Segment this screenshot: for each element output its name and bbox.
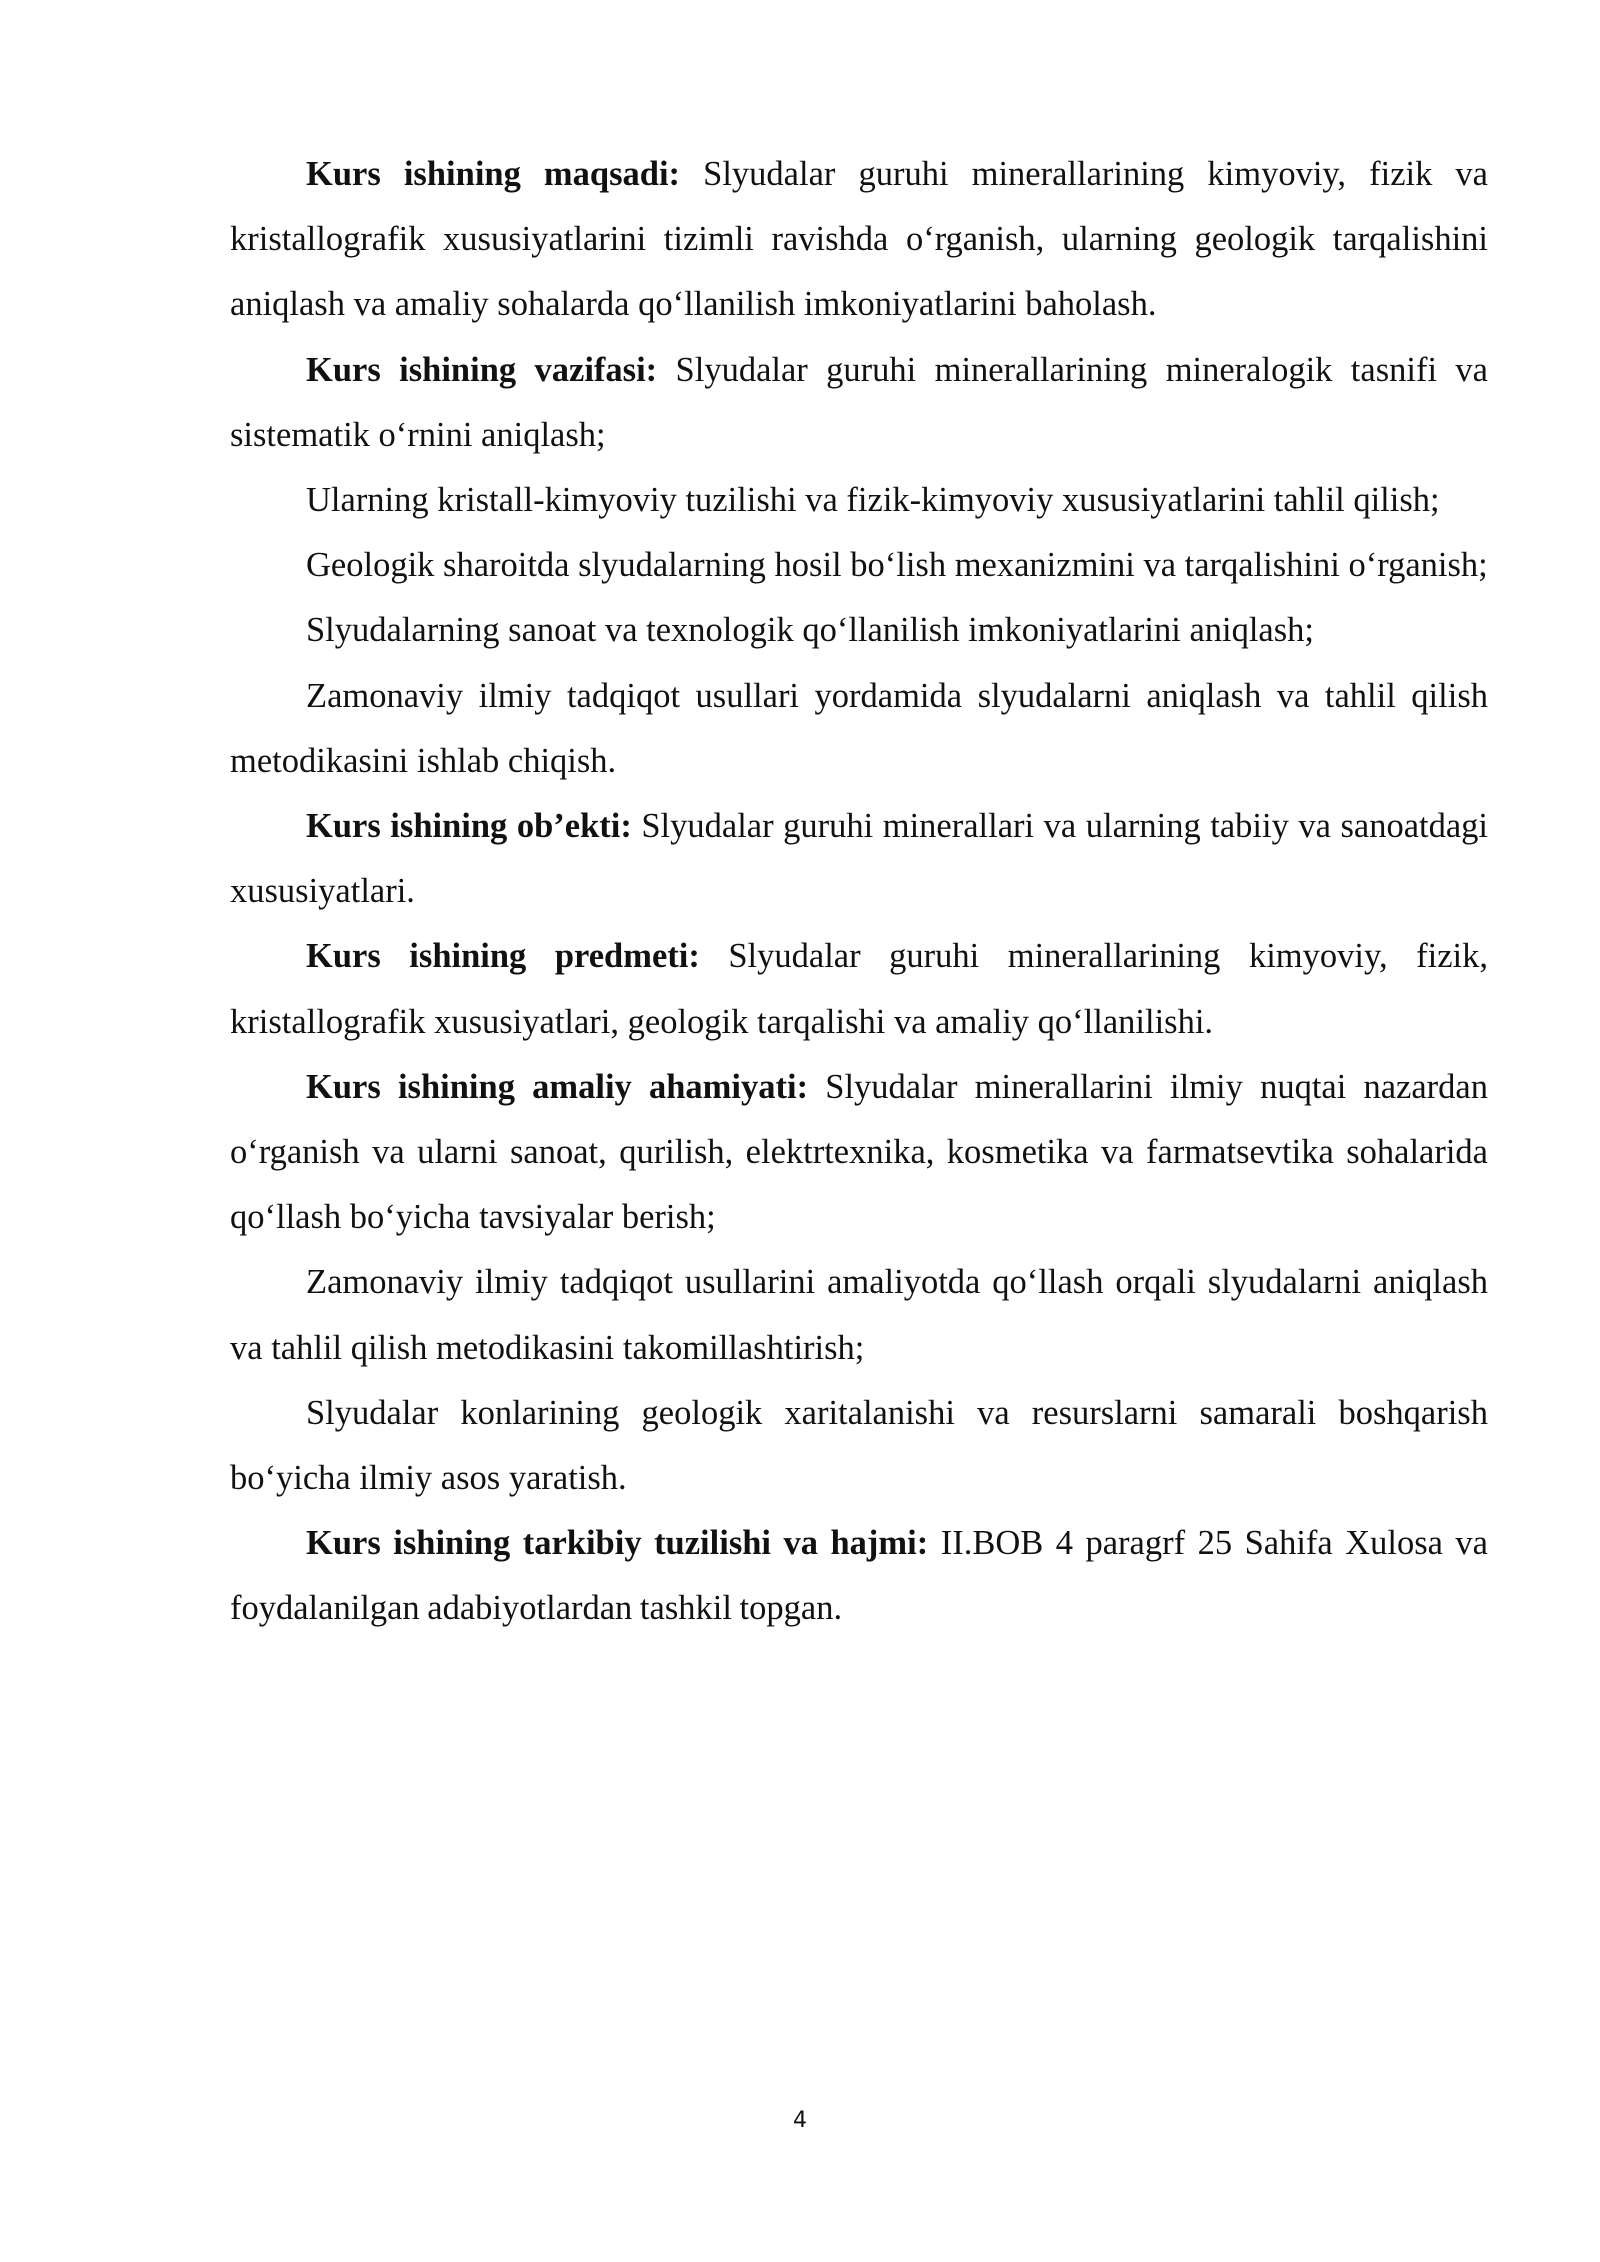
paragraph-label: Kurs ishining maqsadi: xyxy=(306,155,681,193)
paragraph-label: Kurs ishining vazifasi: xyxy=(306,350,658,389)
paragraph-task-item xyxy=(230,533,1488,598)
paragraph-text: Slyudalar guruhi minerallarining kimyoviy, fizik, kristallografik xususiyatlari, geologik tarqalishi va amaliy qo‘llanilishi. xyxy=(230,937,1488,1041)
paragraph-practical-significance xyxy=(230,1055,1488,1251)
paragraph-label: Kurs ishining tarkibiy tuzilishi va hajmi: xyxy=(306,1524,929,1563)
paragraph-text: Slyudalar guruhi minerallari va ularning tabiiy va sanoatdagi xususiyatlari. xyxy=(230,807,1488,911)
paragraph-text: Slyudalar guruhi minerallarining mineralogik tasnifi va sistematik o‘rnini aniqlash; xyxy=(230,350,1488,454)
document-body xyxy=(230,142,1488,1642)
paragraph-label: Kurs ishining ob’ekti: xyxy=(306,807,632,846)
paragraph-text: II.BOB 4 paragrf 25 Sahifa Xulosa va foydalanilgan adabiyotlardan tashkil topgan. xyxy=(230,1524,1488,1628)
paragraph-task-item xyxy=(230,598,1488,663)
paragraph-text: Geologik sharoitda slyudalarning hosil bo‘lish mexanizmini va tarqalishini o‘rganish; xyxy=(306,546,1488,585)
paragraph-label: Kurs ishining amaliy ahamiyati: xyxy=(306,1067,809,1106)
paragraph-text: Zamonaviy ilmiy tadqiqot usullarini amaliyotda qo‘llash orqali slyudalarni aniqlash va tahlil qilish metodikasini takomillashtirish; xyxy=(230,1263,1488,1367)
paragraph-practical-item xyxy=(230,1250,1488,1380)
paragraph-text: Zamonaviy ilmiy tadqiqot usullari yordamida slyudalarni aniqlash va tahlil qilish metodikasini ishlab chiqish. xyxy=(230,676,1488,780)
paragraph-label: Kurs ishining predmeti: xyxy=(306,937,700,976)
paragraph-object xyxy=(230,794,1488,924)
paragraph-goal xyxy=(230,142,1488,338)
page-number: 4 xyxy=(793,2108,807,2133)
paragraph-text: Slyudalar konlarining geologik xaritalanishi va resurslarni samarali boshqarish bo‘yicha ilmiy asos yaratish. xyxy=(230,1393,1488,1498)
paragraph-subject xyxy=(230,924,1488,1054)
paragraph-text: Slyudalar guruhi minerallarining kimyoviy, fizik va kristallografik xususiyatlarini tizimli ravishda o‘rganish, ularning geologik tarqalishini aniqlash va amaliy sohalarda qo‘llanilish imkoniyatlarini baholash. xyxy=(230,155,1488,324)
paragraph-practical-item xyxy=(230,1381,1488,1511)
paragraph-text: Slyudalar minerallarini ilmiy nuqtai nazardan o‘rganish va ularni sanoat, qurilish, elektrtexnika, kosmetika va farmatsevtika sohalarida qo‘llash bo‘yicha tavsiyalar berish; xyxy=(230,1067,1488,1237)
paragraph-task xyxy=(230,338,1488,468)
paragraph-task-item xyxy=(230,468,1488,533)
paragraph-text: Slyudalarning sanoat va texnologik qo‘llanilish imkoniyatlarini aniqlash; xyxy=(306,611,1314,650)
paragraph-text: Ularning kristall-kimyoviy tuzilishi va fizik-kimyoviy xususiyatlarini tahlil qilish; xyxy=(306,481,1440,520)
paragraph-task-item xyxy=(230,664,1488,794)
paragraph-structure xyxy=(230,1511,1488,1641)
